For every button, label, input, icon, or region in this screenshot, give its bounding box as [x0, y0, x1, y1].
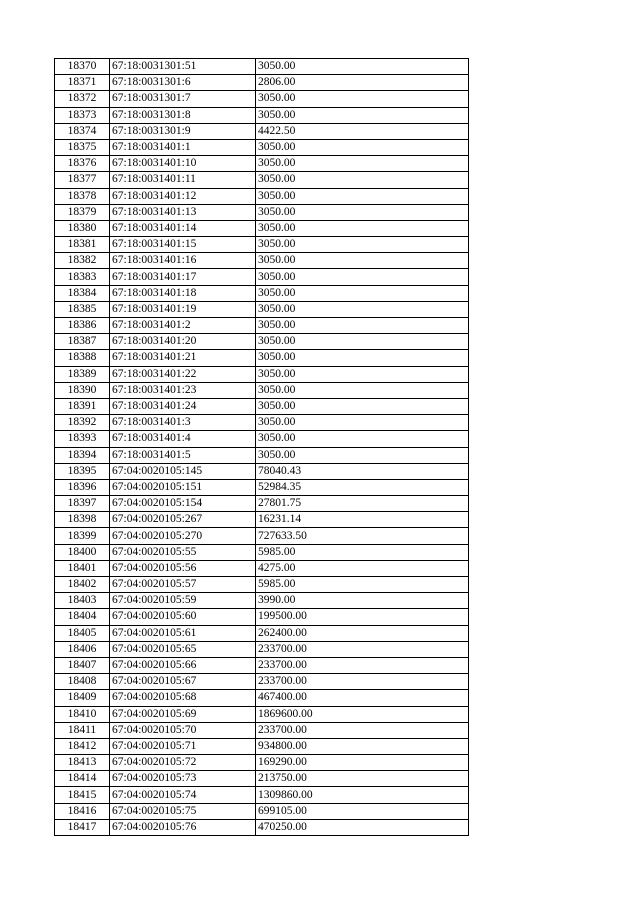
cadastral-number-cell: 67:18:0031401:15 [110, 237, 256, 253]
table-row [55, 496, 469, 512]
row-number-cell: 18412 [55, 738, 110, 754]
row-number-cell: 18391 [55, 398, 110, 414]
cadastral-value-cell: 3050.00 [256, 91, 469, 107]
table-row [55, 641, 469, 657]
cadastral-number-cell: 67:18:0031401:16 [110, 253, 256, 269]
cadastral-value-cell: 27801.75 [256, 496, 469, 512]
table-row [55, 803, 469, 819]
row-number-cell: 18400 [55, 544, 110, 560]
table-row [55, 819, 469, 835]
cadastral-number-cell: 67:04:0020105:55 [110, 544, 256, 560]
table-row [55, 431, 469, 447]
row-number-cell: 18378 [55, 188, 110, 204]
cadastral-value-cell: 1309860.00 [256, 787, 469, 803]
row-number-cell: 18371 [55, 75, 110, 91]
cadastral-value-cell: 3050.00 [256, 447, 469, 463]
table-row [55, 738, 469, 754]
row-number-cell: 18403 [55, 593, 110, 609]
row-number-cell: 18414 [55, 771, 110, 787]
row-number-cell: 18415 [55, 787, 110, 803]
cadastral-value-cell: 3050.00 [256, 188, 469, 204]
row-number-cell: 18393 [55, 431, 110, 447]
cadastral-value-cell: 233700.00 [256, 722, 469, 738]
cadastral-value-cell: 5985.00 [256, 577, 469, 593]
cadastral-value-cell: 3050.00 [256, 237, 469, 253]
table-row [55, 755, 469, 771]
row-number-cell: 18373 [55, 107, 110, 123]
table-row [55, 156, 469, 172]
table-row [55, 463, 469, 479]
cadastral-number-cell: 67:18:0031401:10 [110, 156, 256, 172]
cadastral-number-cell: 67:04:0020105:67 [110, 674, 256, 690]
row-number-cell: 18382 [55, 253, 110, 269]
table-row [55, 479, 469, 495]
cadastral-value-cell: 233700.00 [256, 641, 469, 657]
cadastral-number-cell: 67:18:0031401:20 [110, 334, 256, 350]
cadastral-number-cell: 67:18:0031401:4 [110, 431, 256, 447]
cadastral-number-cell: 67:18:0031301:51 [110, 59, 256, 75]
cadastral-number-cell: 67:04:0020105:75 [110, 803, 256, 819]
table-row [55, 220, 469, 236]
table-row [55, 447, 469, 463]
cadastral-number-cell: 67:04:0020105:59 [110, 593, 256, 609]
row-number-cell: 18376 [55, 156, 110, 172]
table-row [55, 657, 469, 673]
row-number-cell: 18384 [55, 285, 110, 301]
cadastral-value-cell: 3050.00 [256, 59, 469, 75]
cadastral-value-cell: 3050.00 [256, 366, 469, 382]
row-number-cell: 18380 [55, 220, 110, 236]
table-row [55, 301, 469, 317]
table-row [55, 204, 469, 220]
cadastral-number-cell: 67:04:0020105:60 [110, 609, 256, 625]
cadastral-number-cell: 67:18:0031401:11 [110, 172, 256, 188]
table-row [55, 674, 469, 690]
cadastral-value-cell: 3050.00 [256, 318, 469, 334]
cadastral-value-cell: 3050.00 [256, 156, 469, 172]
row-number-cell: 18387 [55, 334, 110, 350]
cadastral-value-cell: 213750.00 [256, 771, 469, 787]
row-number-cell: 18372 [55, 91, 110, 107]
table-row [55, 123, 469, 139]
table-row [55, 722, 469, 738]
row-number-cell: 18416 [55, 803, 110, 819]
row-number-cell: 18402 [55, 577, 110, 593]
cadastral-value-cell: 4422.50 [256, 123, 469, 139]
cadastral-number-cell: 67:18:0031401:1 [110, 139, 256, 155]
table-row [55, 269, 469, 285]
cadastral-value-cell: 4275.00 [256, 560, 469, 576]
cadastral-number-cell: 67:18:0031401:3 [110, 415, 256, 431]
cadastral-number-cell: 67:18:0031301:6 [110, 75, 256, 91]
row-number-cell: 18377 [55, 172, 110, 188]
table-row [55, 75, 469, 91]
table-row [55, 91, 469, 107]
row-number-cell: 18390 [55, 382, 110, 398]
row-number-cell: 18399 [55, 528, 110, 544]
cadastral-value-cell: 5985.00 [256, 544, 469, 560]
cadastral-value-cell: 3050.00 [256, 301, 469, 317]
cadastral-value-cell: 169290.00 [256, 755, 469, 771]
row-number-cell: 18370 [55, 59, 110, 75]
row-number-cell: 18379 [55, 204, 110, 220]
table-row [55, 706, 469, 722]
cadastral-number-cell: 67:04:0020105:66 [110, 657, 256, 673]
cadastral-number-cell: 67:04:0020105:68 [110, 690, 256, 706]
table-row [55, 188, 469, 204]
cadastral-value-cell: 3050.00 [256, 350, 469, 366]
table-row [55, 609, 469, 625]
row-number-cell: 18392 [55, 415, 110, 431]
cadastral-number-cell: 67:18:0031401:23 [110, 382, 256, 398]
table-row [55, 366, 469, 382]
table-row [55, 771, 469, 787]
row-number-cell: 18383 [55, 269, 110, 285]
cadastral-number-cell: 67:04:0020105:154 [110, 496, 256, 512]
cadastral-number-cell: 67:04:0020105:73 [110, 771, 256, 787]
cadastral-value-cell: 233700.00 [256, 657, 469, 673]
row-number-cell: 18389 [55, 366, 110, 382]
table-row [55, 285, 469, 301]
cadastral-number-cell: 67:04:0020105:74 [110, 787, 256, 803]
cadastral-value-cell: 3050.00 [256, 253, 469, 269]
table-row [55, 787, 469, 803]
row-number-cell: 18375 [55, 139, 110, 155]
table-row [55, 334, 469, 350]
cadastral-number-cell: 67:04:0020105:61 [110, 625, 256, 641]
cadastral-value-cell: 3050.00 [256, 204, 469, 220]
cadastral-value-cell: 2806.00 [256, 75, 469, 91]
cadastral-number-cell: 67:18:0031401:12 [110, 188, 256, 204]
table-row [55, 59, 469, 75]
cadastral-value-cell: 3050.00 [256, 382, 469, 398]
cadastral-value-cell: 233700.00 [256, 674, 469, 690]
row-number-cell: 18396 [55, 479, 110, 495]
row-number-cell: 18401 [55, 560, 110, 576]
table-body [55, 59, 469, 836]
table-row [55, 512, 469, 528]
cadastral-value-cell: 3050.00 [256, 334, 469, 350]
cadastral-number-cell: 67:18:0031401:24 [110, 398, 256, 414]
table-row [55, 398, 469, 414]
cadastral-value-cell: 16231.14 [256, 512, 469, 528]
cadastral-number-cell: 67:18:0031401:13 [110, 204, 256, 220]
cadastral-value-cell: 3050.00 [256, 139, 469, 155]
cadastral-number-cell: 67:04:0020105:151 [110, 479, 256, 495]
cadastral-number-cell: 67:18:0031401:5 [110, 447, 256, 463]
cadastral-value-cell: 3050.00 [256, 220, 469, 236]
table-row [55, 139, 469, 155]
row-number-cell: 18381 [55, 237, 110, 253]
row-number-cell: 18388 [55, 350, 110, 366]
table-row [55, 560, 469, 576]
row-number-cell: 18404 [55, 609, 110, 625]
cadastral-number-cell: 67:04:0020105:57 [110, 577, 256, 593]
row-number-cell: 18385 [55, 301, 110, 317]
row-number-cell: 18394 [55, 447, 110, 463]
row-number-cell: 18411 [55, 722, 110, 738]
table-row [55, 253, 469, 269]
cadastral-value-cell: 52984.35 [256, 479, 469, 495]
cadastral-number-cell: 67:18:0031401:14 [110, 220, 256, 236]
row-number-cell: 18408 [55, 674, 110, 690]
cadastral-value-cell: 934800.00 [256, 738, 469, 754]
cadastral-number-cell: 67:18:0031401:2 [110, 318, 256, 334]
row-number-cell: 18407 [55, 657, 110, 673]
row-number-cell: 18405 [55, 625, 110, 641]
cadastral-number-cell: 67:18:0031301:8 [110, 107, 256, 123]
cadastral-value-cell: 727633.50 [256, 528, 469, 544]
cadastral-number-cell: 67:04:0020105:145 [110, 463, 256, 479]
cadastral-value-cell: 3050.00 [256, 172, 469, 188]
table-row [55, 593, 469, 609]
table-row [55, 107, 469, 123]
cadastral-value-cell: 3050.00 [256, 431, 469, 447]
table-row [55, 172, 469, 188]
cadastral-value-cell: 699105.00 [256, 803, 469, 819]
cadastral-number-cell: 67:04:0020105:65 [110, 641, 256, 657]
row-number-cell: 18417 [55, 819, 110, 835]
table-row [55, 544, 469, 560]
cadastral-number-cell: 67:18:0031401:19 [110, 301, 256, 317]
cadastral-number-cell: 67:04:0020105:72 [110, 755, 256, 771]
cadastral-number-cell: 67:18:0031301:9 [110, 123, 256, 139]
cadastral-number-cell: 67:04:0020105:56 [110, 560, 256, 576]
table-row [55, 382, 469, 398]
row-number-cell: 18397 [55, 496, 110, 512]
cadastral-number-cell: 67:18:0031301:7 [110, 91, 256, 107]
cadastral-value-cell: 3050.00 [256, 415, 469, 431]
row-number-cell: 18395 [55, 463, 110, 479]
cadastral-value-cell: 3990.00 [256, 593, 469, 609]
cadastral-value-cell: 467400.00 [256, 690, 469, 706]
cadastral-value-cell: 1869600.00 [256, 706, 469, 722]
cadastral-value-cell: 3050.00 [256, 398, 469, 414]
cadastral-value-cell: 78040.43 [256, 463, 469, 479]
cadastral-number-cell: 67:04:0020105:76 [110, 819, 256, 835]
cadastral-number-cell: 67:04:0020105:267 [110, 512, 256, 528]
row-number-cell: 18409 [55, 690, 110, 706]
cadastral-number-cell: 67:18:0031401:18 [110, 285, 256, 301]
cadastral-number-cell: 67:04:0020105:71 [110, 738, 256, 754]
row-number-cell: 18413 [55, 755, 110, 771]
cadastral-number-cell: 67:18:0031401:22 [110, 366, 256, 382]
cadastral-number-cell: 67:04:0020105:70 [110, 722, 256, 738]
cadastral-number-cell: 67:04:0020105:270 [110, 528, 256, 544]
cadastral-value-table [54, 58, 469, 836]
cadastral-value-cell: 3050.00 [256, 269, 469, 285]
table-row [55, 237, 469, 253]
cadastral-value-cell: 3050.00 [256, 107, 469, 123]
cadastral-value-cell: 470250.00 [256, 819, 469, 835]
cadastral-value-cell: 3050.00 [256, 285, 469, 301]
cadastral-value-cell: 199500.00 [256, 609, 469, 625]
row-number-cell: 18386 [55, 318, 110, 334]
table-row [55, 577, 469, 593]
row-number-cell: 18406 [55, 641, 110, 657]
row-number-cell: 18410 [55, 706, 110, 722]
table-row [55, 415, 469, 431]
cadastral-number-cell: 67:18:0031401:17 [110, 269, 256, 285]
table-row [55, 528, 469, 544]
table-row [55, 350, 469, 366]
cadastral-number-cell: 67:18:0031401:21 [110, 350, 256, 366]
table-row [55, 625, 469, 641]
table-row [55, 690, 469, 706]
cadastral-number-cell: 67:04:0020105:69 [110, 706, 256, 722]
cadastral-value-cell: 262400.00 [256, 625, 469, 641]
row-number-cell: 18398 [55, 512, 110, 528]
table-row [55, 318, 469, 334]
row-number-cell: 18374 [55, 123, 110, 139]
